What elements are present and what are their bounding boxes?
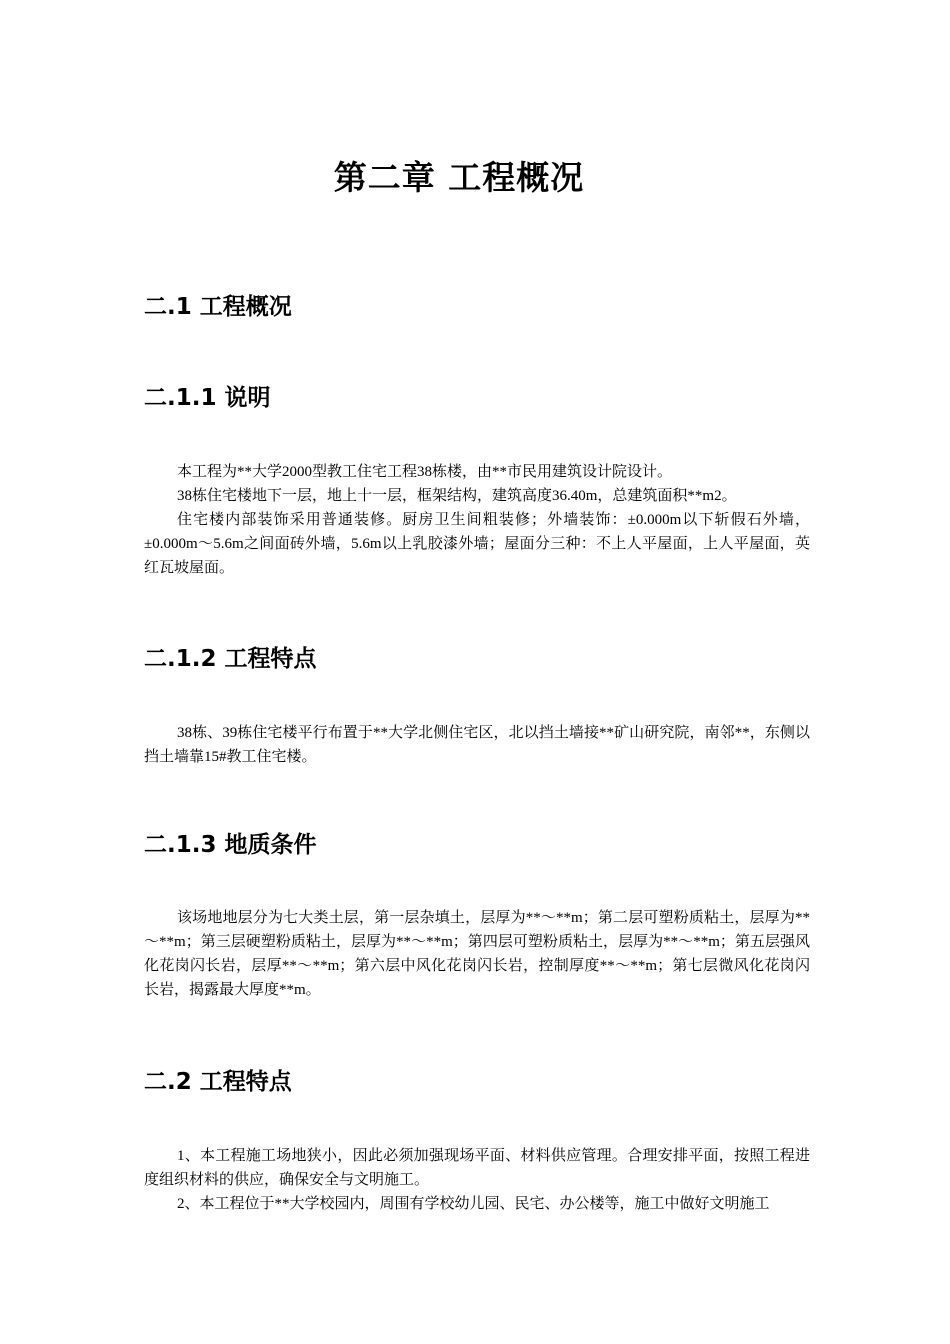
paragraph-2-1-1-c: 住宅楼内部装饰采用普通装修。厨房卫生间粗装修；外墙装饰：±0.000m以下斩假石外墙，±0.000m～5.6m之间面砖外墙，5.6m以上乳胶漆外墙；屋面分三种：不上人平屋面，上人平屋面，英红瓦坡屋面。 [144,512,810,576]
paragraph-2-2-a: 1、本工程施工场地狭小，因此必须加强现场平面、材料供应管理。合理安排平面，按照工程进度组织材料的供应，确保安全与文明施工。 [144,1148,810,1188]
chapter-title: 第二章 工程概况 [333,158,585,197]
section-heading-2-2: 二.2 工程特点 [144,1069,292,1095]
subsection-heading-2-1-1: 二.1.1 说明 [144,385,271,411]
paragraph-2-1-2-a: 38栋、39栋住宅楼平行布置于**大学北侧住宅区，北以挡土墙接**矿山研究院，南邻**，东侧以挡土墙靠15#教工住宅楼。 [144,725,810,765]
paragraph-2-1-1-b: 38栋住宅楼地下一层，地上十一层，框架结构，建筑高度36.40m，总建筑面积**m2。 [177,488,737,504]
subsection-heading-2-1-3: 二.1.3 地质条件 [144,832,317,858]
section-heading-2-1: 二.1 工程概况 [144,294,292,320]
subsection-heading-2-1-2: 二.1.2 工程特点 [144,646,317,672]
paragraph-2-1-1-a: 本工程为**大学2000型教工住宅工程38栋楼，由**市民用建筑设计院设计。 [177,464,673,480]
paragraph-2-2-b: 2、本工程位于**大学校园内，周围有学校幼儿园、民宅、办公楼等，施工中做好文明施工 [177,1196,770,1212]
paragraph-2-1-3-a: 该场地地层分为七大类土层，第一层杂填土，层厚为**～**m；第二层可塑粉质粘土，层厚为**～**m；第三层硬塑粉质粘土，层厚为**～**m；第四层可塑粉质粘土，层厚为**～**m；第五层强风化花岗闪长岩，层厚**～**m；第六层中风化花岗闪长岩，控制厚度**～**m；第七层微风化花岗闪长岩，揭露最大厚度**m。 [144,910,810,998]
